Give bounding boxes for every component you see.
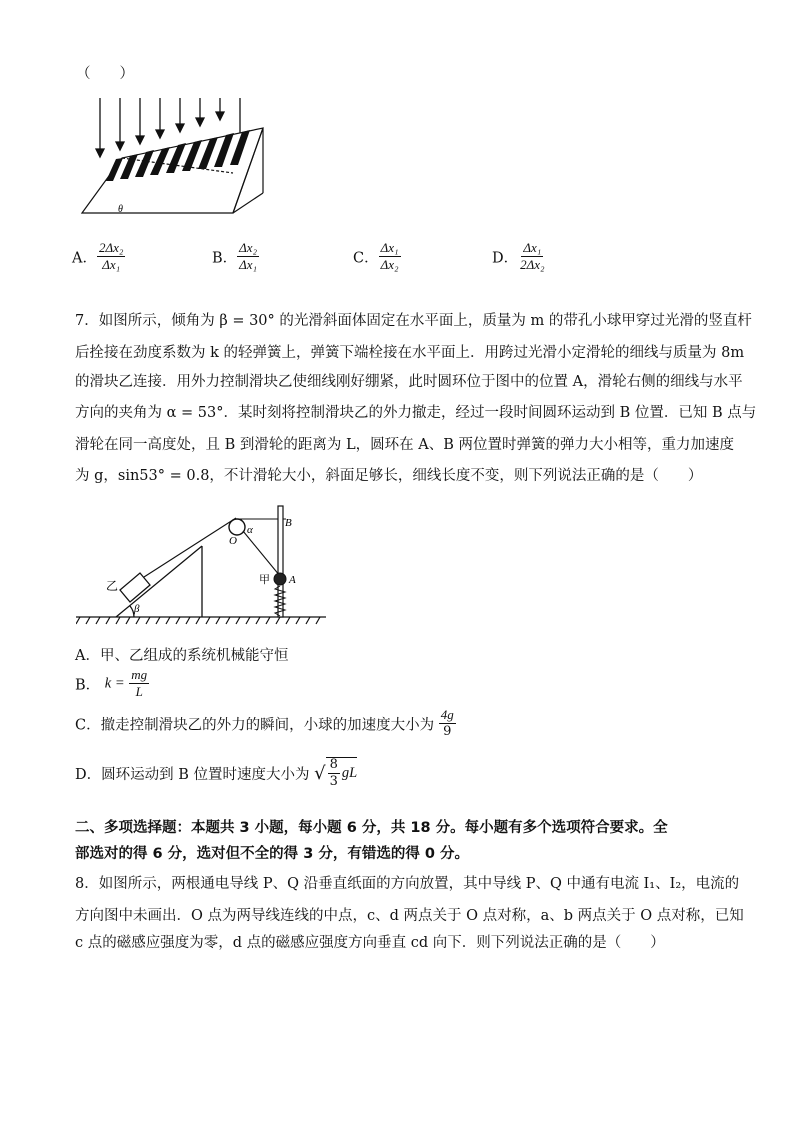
pulley xyxy=(229,519,245,535)
string-left xyxy=(144,518,236,577)
q8-line-1: 8．如图所示，两根通电导线 P、Q 沿垂直纸面的方向放置，其中导线 P、Q 中通有电流 I₁、I₂，电流的 xyxy=(75,876,740,892)
q6-option-b: B． $\frac{\text{Δx₂}}{\text{Δx₁}}$ xyxy=(212,240,258,273)
q7-option-a: A．甲、乙组成的系统机械能守恒 xyxy=(75,648,289,664)
q7-line-6: 为 g，sin53° = 0.8，不计滑轮大小，斜面足够长，细线长度不变，则下列说法正确的是（ ） xyxy=(75,468,703,484)
b-label: B xyxy=(285,517,292,529)
string-right xyxy=(243,531,280,576)
alpha-label: α xyxy=(247,524,253,536)
a-label: A xyxy=(289,574,296,586)
q7-line-3: 的滑块乙连接．用外力控制滑块乙使细线刚好绷紧，此时圆环位于图中的位置 A，滑轮右侧的细线与水平 xyxy=(75,374,743,390)
q8-line-2: 方向图中未画出．O 点为两导线连线的中点，c、d 两点关于 O 点对称，a、b 两点关于 O 点对称，已知 xyxy=(75,908,744,924)
q7-option-d: D．圆环运动到 B 位置时速度大小为 √ $\frac{8}{3}$ gL xyxy=(75,757,358,790)
jia-label: 甲 xyxy=(259,574,270,586)
section2-heading-line2: 部选对的得 6 分，选对但不全的得 3 分，有错选的得 0 分。 xyxy=(75,846,470,862)
q8-line-3: c 点的磁感应强度为零，d 点的磁感应强度方向垂直 cd 向下．则下列说法正确的是（ ） xyxy=(75,935,665,951)
yi-label: 乙 xyxy=(106,579,119,593)
ball-jia xyxy=(274,573,286,585)
q7-option-c: C．撤走控制滑块乙的外力的瞬间，小球的加速度大小为 $\frac{4g}{9}$ xyxy=(75,707,454,740)
q7-line-4: 方向的夹角为 α = 53°．某时刻将控制滑块乙的外力撤走，经过一段时间圆环运动到 B 位置．已知 B 点与 xyxy=(75,405,757,421)
q7-line-1: 7．如图所示，倾角为 β = 30° 的光滑斜面体固定在水平面上，质量为 m 的带孔小球甲穿过光滑的竖直杆 xyxy=(75,313,752,329)
q7-option-b: B． k = $\frac{mg}{L}$ xyxy=(75,667,148,700)
q6-option-c: C． $\frac{\text{Δx₁}}{\text{Δx₂}}$ xyxy=(353,240,399,273)
figure-incline-pulley xyxy=(76,500,328,630)
answer-bracket: （ ） xyxy=(76,66,134,82)
figure-wedge-interference xyxy=(78,93,278,223)
q6-option-a: A． $\frac{\text{2Δx₂}}{\text{Δx₁}}$ xyxy=(72,240,124,273)
angle-theta-label: θ xyxy=(118,204,123,215)
incline xyxy=(116,546,202,617)
section2-heading-line1: 二、多项选择题：本题共 3 小题，每小题 6 分，共 18 分。每小题有多个选项符合要求。全 xyxy=(75,820,668,836)
block-yi xyxy=(120,573,150,602)
q6-option-d: D． $\frac{\text{Δx₁}}{\text{2Δx₂}}$ xyxy=(492,240,545,273)
beta-label: β xyxy=(134,603,140,615)
q7-line-2: 后拴接在劲度系数为 k 的轻弹簧上，弹簧下端栓接在水平面上．用跨过光滑小定滑轮的细线与质量为 8m xyxy=(75,345,745,361)
sqrt-sign: √ xyxy=(314,762,326,784)
q7-line-5: 滑轮在同一高度处，且 B 到滑轮的距离为 L，圆环在 A、B 两位置时弹簧的弹力大小相等，重力加速度 xyxy=(75,437,734,453)
o-label: O xyxy=(229,535,237,547)
ground xyxy=(76,617,326,624)
